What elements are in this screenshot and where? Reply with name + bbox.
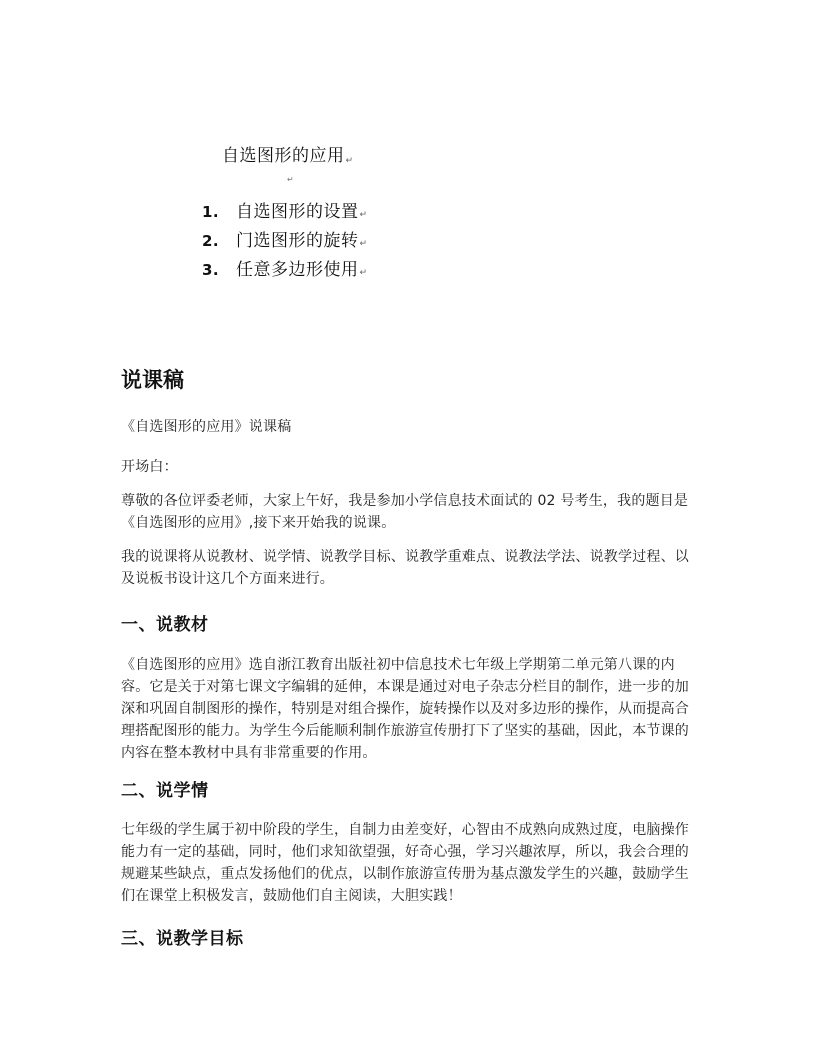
section-paragraph: 七年级的学生属于初中阶段的学生，自制力由差变好，心智由不成熟向成熟过度，电脑操作能力有一定的基础，同时，他们求知欲望强，好奇心强，学习兴趣浓厚，所以，我会合理的规避某些缺点，重点发扬他们的优点，以制作旅游宣传册为基点激发学生的兴趣，鼓励学生们在课堂上积极发言，鼓励他们自主阅读，大胆实践！ — [121, 822, 689, 904]
section-paragraph: 《自选图形的应用》选自浙江教育出版社初中信息技术七年级上学期第二单元第八课的内容。它是关于对第七课文字编辑的延伸，本课是通过对电子杂志分栏目的制作，进一步的加深和巩固自制图形的操作，特别是对组合操作，旋转操作以及对多边形的操作，从而提高合理搭配图形的能力。为学生今后能顺利制作旅游宣传册打下了坚实的基础，因此，本节课的内容在整本教材中具有非常重要的作用。 — [121, 657, 689, 761]
opening-paragraph: 尊敬的各位评委老师，大家上午好，我是参加小学信息技术面试的 02 号考生，我的题目是《自选图形的应用》,接下来开始我的说课。 — [121, 493, 689, 531]
list-item-number: 1. — [202, 203, 220, 221]
list-item-text: 门选图形的旋转 — [236, 231, 359, 251]
list-item — [202, 197, 368, 226]
snippet-title-text: 自选图形的应用 — [222, 146, 345, 166]
list-item-text: 自选图形的设置 — [236, 202, 359, 222]
paragraph-mark-icon: ↵ — [287, 175, 294, 184]
list-item — [202, 255, 368, 284]
section-heading: 一、说教材 — [121, 615, 209, 635]
outline-paragraph: 我的说课将从说教材、说学情、说教学目标、说教学重难点、说教法学法、说教学过程、以及说板书设计这几个方面来进行。 — [121, 549, 689, 587]
paragraph-mark-icon: ↵ — [345, 156, 354, 166]
opening-label: 开场白： — [121, 459, 178, 475]
page-title: 说课稿 — [121, 368, 184, 392]
list-item-text: 任意多边形使用 — [236, 260, 359, 280]
list-item-number: 2. — [202, 232, 220, 250]
section-heading: 二、说学情 — [121, 781, 209, 801]
snippet-title — [222, 141, 354, 166]
paragraph-mark-icon: ↵ — [359, 210, 368, 220]
snippet-numbered-list — [202, 197, 368, 284]
list-item-number: 3. — [202, 261, 220, 279]
paragraph-mark-icon: ↵ — [359, 239, 368, 249]
paragraph-mark-icon: ↵ — [359, 268, 368, 278]
list-item — [202, 226, 368, 255]
section-heading: 三、说教学目标 — [121, 929, 244, 949]
document-subtitle: 《自选图形的应用》说课稿 — [121, 419, 292, 435]
